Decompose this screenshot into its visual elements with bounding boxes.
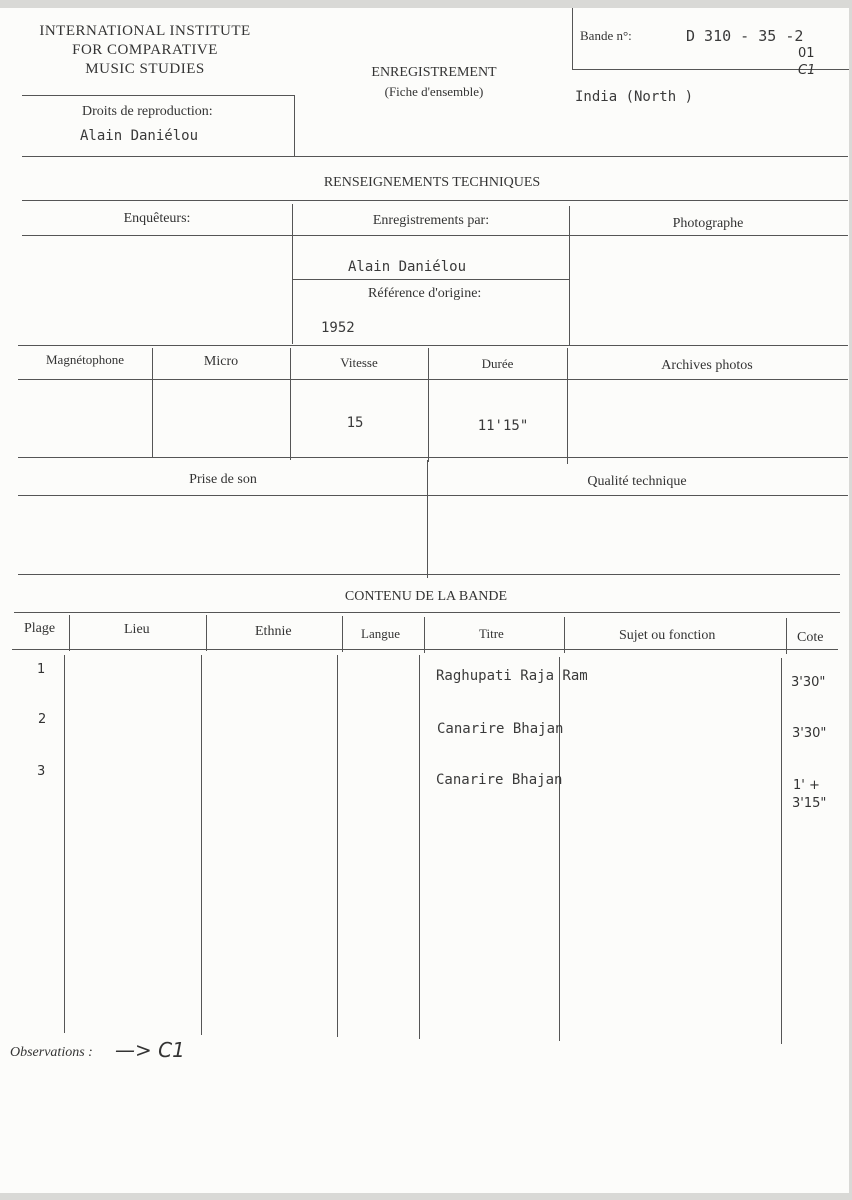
row-plage: 1: [37, 662, 46, 677]
micro-label: Micro: [203, 354, 239, 369]
archives-photos-label: Archives photos: [661, 358, 753, 373]
column-header-titre: Titre: [479, 626, 504, 641]
bande-note-1: 01: [798, 46, 815, 61]
enqueteurs-label: Enquêteurs:: [123, 211, 191, 226]
enregistrements-label: Enregistrements par:: [372, 213, 490, 228]
column-header-langue: Langue: [361, 626, 400, 641]
enregistrements-value: Alain Daniélou: [348, 259, 467, 275]
row-cote: 1' +: [793, 778, 820, 793]
column-header-plage: Plage: [24, 621, 56, 636]
row-cote-2: 3'15": [792, 796, 827, 811]
vitesse-label: Vitesse: [340, 355, 378, 370]
row-cote: 3'30": [791, 675, 826, 690]
bande-note-2: C1: [798, 63, 816, 78]
form-title: ENREGISTREMENT: [371, 65, 497, 80]
observations-label: Observations :: [10, 1045, 93, 1060]
row-titre: Canarire Bhajan: [436, 772, 563, 788]
bande-label: Bande n°:: [580, 28, 632, 43]
column-header-cote: Cote: [797, 630, 824, 645]
form-sheet: [0, 8, 849, 1193]
reference-value: 1952: [321, 320, 355, 336]
magnetophone-label: Magnétophone: [46, 352, 124, 367]
duree-label: Durée: [481, 356, 514, 371]
row-plage: 3: [37, 764, 46, 779]
institute-line-2: FOR COMPARATIVE: [72, 42, 218, 58]
column-header-ethnie: Ethnie: [255, 624, 292, 639]
row-titre: Raghupati Raja Ram: [436, 668, 588, 684]
row-plage: 2: [38, 712, 47, 727]
rights-value: Alain Daniélou: [80, 128, 199, 144]
rights-label: Droits de reproduction:: [82, 104, 213, 119]
location-field: India (North ): [575, 89, 694, 105]
column-header-lieu: Lieu: [124, 622, 150, 637]
institute-line-1: INTERNATIONAL INSTITUTE: [39, 23, 251, 39]
column-header-sujet: Sujet ou fonction: [619, 628, 716, 643]
technical-section-title: RENSEIGNEMENTS TECHNIQUES: [323, 175, 541, 190]
vitesse-value: 15: [346, 415, 364, 431]
observations-value: —> C1: [115, 1038, 185, 1062]
bande-number: D 310 - 35 -2: [686, 27, 804, 45]
prise-de-son-label: Prise de son: [189, 472, 257, 487]
photographe-label: Photographe: [672, 216, 744, 231]
contents-section-title: CONTENU DE LA BANDE: [344, 589, 508, 604]
form-subtitle: (Fiche d'ensemble): [384, 84, 484, 99]
institute-name: [20, 22, 270, 79]
institute-line-3: MUSIC STUDIES: [85, 61, 205, 77]
row-titre: Canarire Bhajan: [437, 721, 564, 737]
reference-label: Référence d'origine:: [368, 286, 482, 301]
duree-value: 11'15": [477, 418, 529, 434]
row-cote: 3'30": [792, 726, 827, 741]
qualite-technique-label: Qualité technique: [587, 474, 687, 489]
